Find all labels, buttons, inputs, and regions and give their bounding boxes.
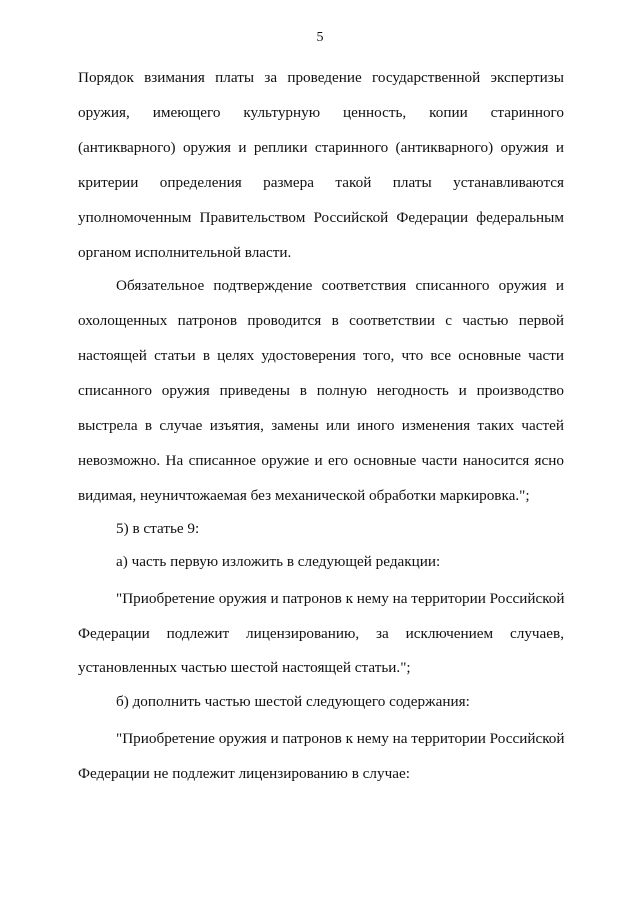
page-number: 5 (316, 30, 324, 45)
text-line: "Приобретение оружия и патронов к нему на территории Российской (116, 590, 565, 607)
text-line: Порядок взимания платы за проведение государственной экспертизы (78, 69, 564, 86)
text-line: оружия, имеющего культурную ценность, копии старинного (78, 104, 564, 121)
text-line: невозможно. На списанное оружие и его основные части наносится ясно (78, 452, 564, 469)
text-line: Обязательное подтверждение соответствия списанного оружия и (116, 277, 564, 294)
text-line: уполномоченным Правительством Российской Федерации федеральным (78, 209, 564, 226)
text-line: Федерации не подлежит лицензированию в случае: (78, 765, 410, 782)
text-line: 5) в статье 9: (116, 520, 200, 537)
text-line: установленных частью шестой настоящей статьи."; (78, 659, 411, 676)
text-line: Федерации подлежит лицензированию, за исключением случаев, (78, 625, 564, 642)
text-line: настоящей статьи в целях удостоверения того, что все основные части (78, 347, 564, 364)
text-line: критерии определения размера такой платы устанавливаются (78, 174, 564, 191)
text-line: а) часть первую изложить в следующей редакции: (116, 553, 441, 570)
text-line: списанного оружия приведены в полную негодность и производство (78, 382, 564, 399)
text-line: выстрела в случае изъятия, замены или иного изменения таких частей (78, 417, 564, 434)
text-line: (антикварного) оружия и реплики старинного (антикварного) оружия и (78, 139, 564, 156)
text-line: "Приобретение оружия и патронов к нему на территории Российской (116, 730, 565, 747)
text-line: органом исполнительной власти. (78, 244, 292, 261)
text-line: б) дополнить частью шестой следующего содержания: (116, 693, 470, 710)
text-line: видимая, неуничтожаемая без механической обработки маркировка."; (78, 487, 530, 504)
text-line: охолощенных патронов проводится в соответствии с частью первой (78, 312, 564, 329)
